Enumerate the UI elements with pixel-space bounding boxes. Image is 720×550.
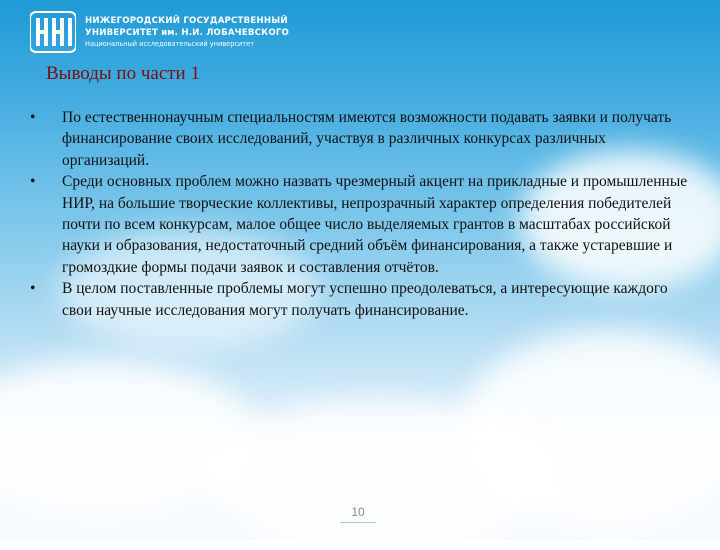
bullet-item bbox=[30, 171, 696, 278]
bullet-text: В целом поставленные проблемы могут успешно преодолеваться, а интересующие каждого свои научные исследования могут получать финансирование. bbox=[62, 280, 668, 319]
bullet-marker: • bbox=[30, 173, 36, 191]
slide-content bbox=[30, 107, 696, 321]
university-name-line3: Национальный исследовательский университет bbox=[85, 40, 255, 48]
page-number: 10 bbox=[351, 505, 365, 519]
bullet-text: Среди основных проблем можно назвать чрезмерный акцент на прикладные и промышленные НИР, на большие творческие коллективы, непрозрачный характер определения победителей почти по всем конкурсам, малое общее число выделяемых грантов в масштабах российской науки и образования, недостаточный средний объём финансирования, а также устаревшие и громоздкие формы подачи заявок и составления отчётов. bbox=[62, 173, 688, 276]
header bbox=[0, 0, 720, 60]
university-name-line1: НИЖЕГОРОДСКИЙ ГОСУДАРСТВЕННЫЙ bbox=[85, 16, 288, 26]
university-name-line2: УНИВЕРСИТЕТ им. Н.И. ЛОБАЧЕВСКОГО bbox=[85, 28, 290, 38]
bullet-list bbox=[30, 107, 696, 321]
slide-title: Выводы по части 1 bbox=[46, 63, 200, 84]
bullet-text: По естественнонаучным специальностям имеются возможности подавать заявки и получать финансирование своих исследований, участвуя в различных конкурсах различных организаций. bbox=[62, 109, 672, 169]
page-number-underline bbox=[340, 522, 376, 523]
bullet-item bbox=[30, 107, 696, 171]
unn-logo-icon bbox=[30, 10, 76, 54]
bullet-item bbox=[30, 278, 696, 321]
bullet-marker: • bbox=[30, 109, 36, 126]
bullet-marker: • bbox=[30, 280, 36, 298]
university-name bbox=[85, 15, 289, 49]
